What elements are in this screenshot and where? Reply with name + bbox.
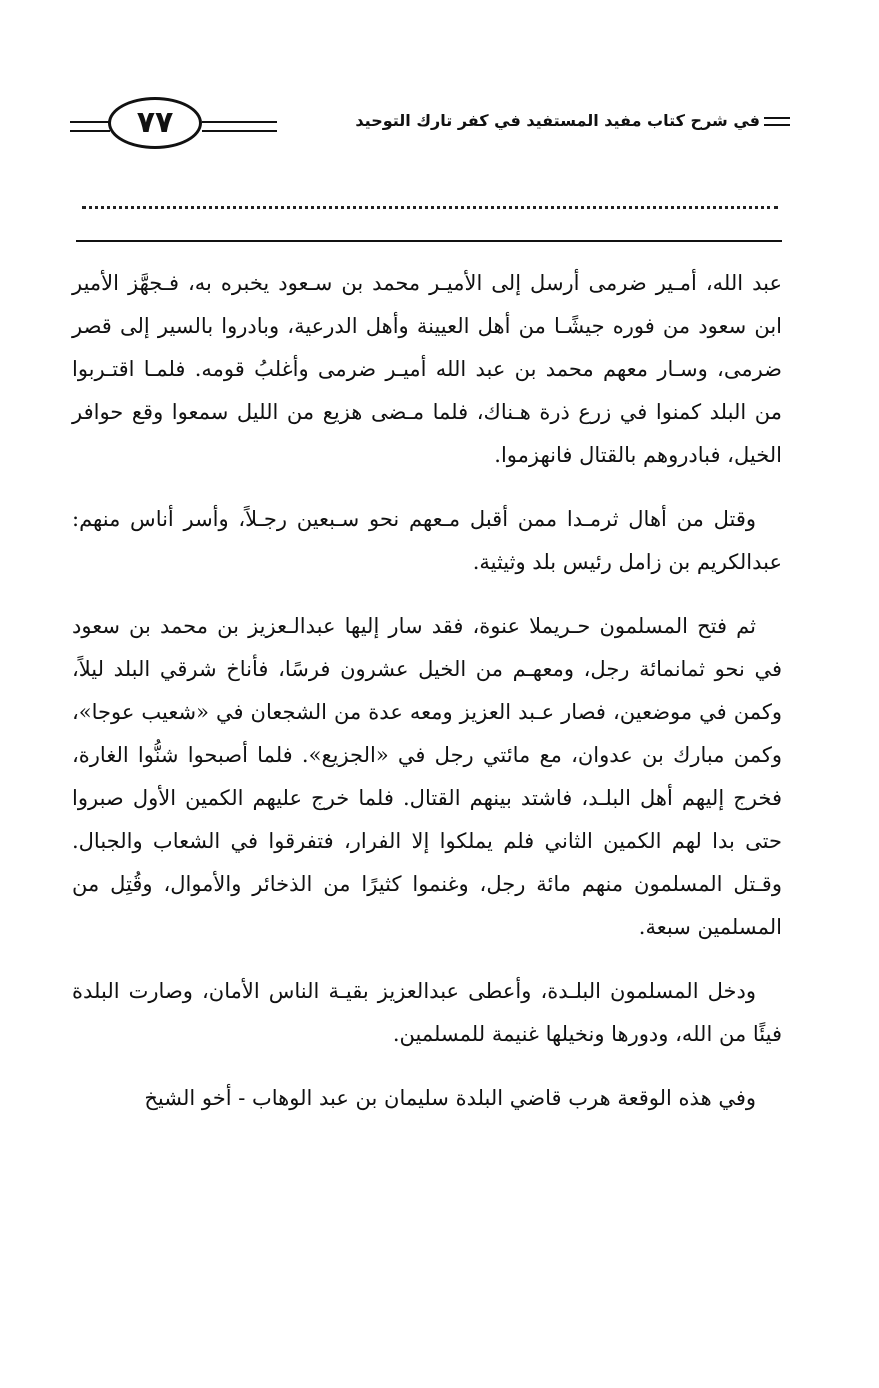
paragraph-3: ثم فتح المسلمون حـريملا عنوة، فقد سار إليها عبدالـعزيز بن محمد بن سعود في نحو ثمانمائة رجل، ومعهـم من الخيل عشرون فرسًا، فأناخ شرقي البلد ليلاً، وكمن في موضعين، فصار عـبد العزيز ومعه عدة من الشجعان في «شعيب عوجا»، وكمن مبارك بن عدوان، مع مائتي رجل في «الجزيع». فلما أصبحوا شنُّوا الغارة، فخرج إليهم أهل البلـد، فاشتد بينهم القتال. فلما خرج عليهم الكمين الأول صبروا حتى بدا لهم الكمين الثاني فلم يملكوا إلا الفرار، فتفرقوا في الشعاب والجبال. وقـتل المسلمون منهم مائة رجل، وغنموا كثيرًا من الذخائر والأموال، وقُتِل من المسلمين سبعة. (72, 614, 782, 939)
ornament-rule-left (70, 121, 110, 132)
paragraph-2: وقتل من أهال ثرمـدا ممن أقبل مـعهم نحو سـبعين رجـلاً، وأسر أناس منهم: عبدالكريم بن زامل رئيس بلد وثيثية. (72, 507, 782, 574)
paragraph-1: عبد الله، أمـير ضرمى أرسل إلى الأميـر محمد بن سـعود يخبره به، فـجهَّز الأمير ابن سعود من فوره جيشًـا من أهل العيينة وأهل الدرعية، وبادروا بالسير إلى قصر ضرمى، وسـار معهم محمد بن عبد الله أميـر ضرمى وأغلبُ قومه. فلمـا اقتـربوا من البلد كمنوا في زرع ذرة هـناك، فلما مـضى هزيع من الليل سمعوا وقع حوافر الخيل، فبادروهم بالقتال فانهزموا. (72, 271, 782, 467)
dotted-divider (82, 206, 778, 209)
ornament-rule-right (202, 121, 277, 132)
page-number: ٧٧ (108, 97, 202, 149)
paragraph-4: ودخل المسلمون البلـدة، وأعطى عبدالعزيز بقيـة الناس الأمان، وصارت البلدة فيئًا من الله، ودورها ونخيلها غنيمة للمسلمين. (72, 979, 782, 1046)
title-ornament-bars (764, 117, 790, 126)
body-text (72, 262, 782, 1141)
paragraph-5: وفي هذه الوقعة هرب قاضي البلدة سليمان بن عبد الوهاب - أخو الشيخ (144, 1086, 756, 1110)
page-number-ornament (70, 95, 280, 157)
header-separator (76, 240, 782, 242)
running-title-group (355, 111, 790, 130)
running-title: في شرح كتاب مفيد المستفيد في كفر تارك التوحيد (355, 111, 760, 130)
page-header (70, 95, 790, 157)
